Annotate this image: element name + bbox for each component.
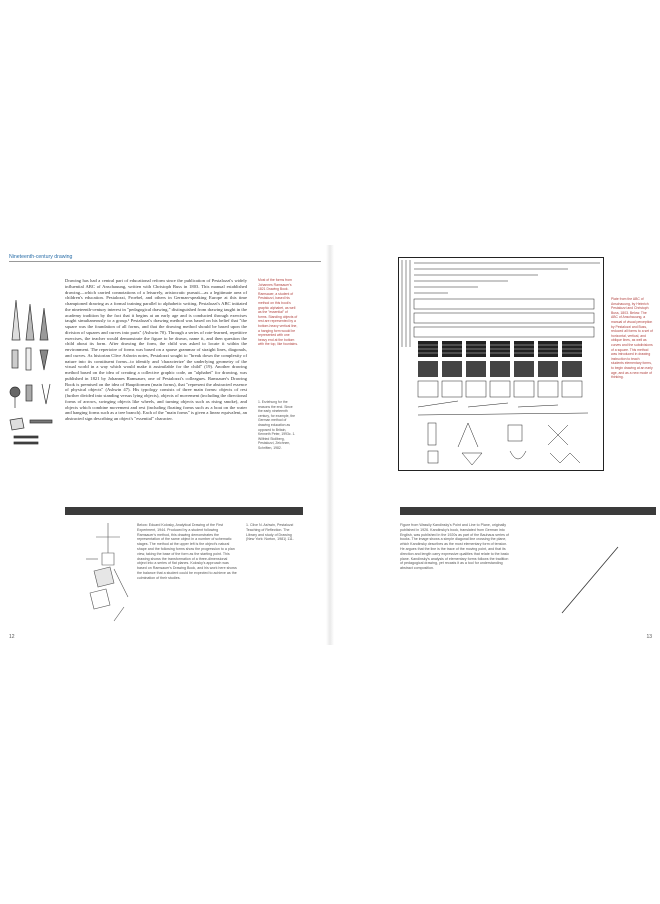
ramsauer-forms-figure (6, 300, 58, 450)
book-spread (0, 245, 660, 645)
plate-side-note: Plate from the ABC of Anschauung, by Heinrich Pestalozzi and Christoph Buss, 1803. Below: The ABC of Anschauung, a manual of visual perception by Pestalozzi and Buss, reduced all forms to a set of horizontal, vertical, and oblique lines, as well as curves and the subdivisions of a square. This method was introduced in drawing instruction to teach students elementary forms, to begin drawing at an early age, and as a new mode of thinking. (611, 297, 653, 380)
header-rule (9, 261, 321, 262)
section-header: Nineteenth-century drawing (9, 254, 73, 260)
figure-caption: Figure from Wassily Kandinsky's Point and Line to Plane, originally published in 1926. Kandinsky's book, translated from German into English, was published in the 1920s as part of the Bauhaus series of books. The image shows a simple diagonal line crossing the plane, which Kandinsky describes as the most elementary form of tension. He argues that the line is the trace of the moving point, and that its direction and length carry expressive qualities that relate to the basic plane. Kandinsky's analysis of elementary forms follows the tradition of pedagogical drawing, yet recasts it as a tool for understanding abstract composition. (400, 523, 510, 571)
abc-anschauung-plate (398, 257, 604, 471)
book-gutter (326, 245, 334, 645)
divider-bar (65, 507, 303, 515)
footnote: 1. Erziehung for the reasons the end. Since the early nineteenth century, for example, the German method of drawing education as opposed to Britain, Kenneth Peter, 1993c. 1. Wilfried Stollberg, Pestalozzi, Zeichnen, Schriften, 1982. (258, 400, 296, 450)
body-text: Drawing has had a central part of educational reform since the publication of Pestalozzi's widely influential ABC of Anschauung, written with Christoph Buss in 1803. This manual established drawing—which carried connotations of a leisurely, aristocratic pursuit—as a legitimate area of children's education. Pestalozzi, Froebel, and others in German-speaking Europe at this time championed drawing as a formal training parallel to alphabetic writing. Pestalozzi's ABC initiated the nineteenth-century interest in "pedagogical drawing," distinguished from drawing taught in the academy tradition by the fact that it begins at an early age and is conducted through exercises taught simultaneously to a group.¹ Pestalozzi's drawing method was based on his belief that "the square was the foundation of all forms, and that the drawing method should be based upon the division of squares and curves into parts" (Ashwin 70). Through a series of rote-learned, repetitive exercises, the teacher would demonstrate the figure to be drawn, name it, and then question the child about its form. After drawing the form, the child was asked to locate it within the environment. The repertoire of forms was based on a sparse grammar of straight lines, diagonals, and curves. As historian Clive Ashwin notes, Pestalozzi sought to "break down the complexity of nature into its constituent forms...to identify and 'characterize' the underlying geometry of the visual world in a way which would make it assimilable for the child" (19). Another drawing method based on the idea of creating a collective graphic code, an "alphabet" for drawing, was published in 1821 by Johannes Ramsauer, one of Pestalozzi's colleagues. Ramsauer's Drawing Book is premised on the idea of Hauptformen (main forms), that "represent the abstracted essence of physical objects" (Ashwin 47). His typology consists of three main forms: objects of rest (further divided into standing versus lying objects), objects of movement (including the directional forms of arrows, swinging objects like wheels, and turning objects such as rising smoke), and objects which combine movement and rest (including floating forms such as a boat on the water and hanging forms such as a tree branch). Each of the "main forms" is given a linear equivalent, an abstracted sign describing an object's "essential" character. (65, 278, 247, 421)
figure-caption: Below: Eduard Kolosky, Analytical Drawing of the First Experiment, 1944. Produced by a student following Ramsauer's method, this drawing demonstrates the representation of the same object in a number of schematic stages. The method at the upper left is the object's natural shape and the following forms show the progression to a plan view, taking the base of the form as the starting point. This drawing shows the transformation of a three-dimensional object into a series of flat planes. Kolosky's approach was based on Ramsauer's Drawing Book, and his work here shows the balance that a student could be expected to achieve as the culmination of their studies. (137, 523, 237, 580)
left-page (0, 245, 330, 645)
divider-bar-right (400, 507, 656, 515)
side-note: Most of the forms from Johannes Ramsauer's 1821 Drawing Book. Ramsauer, a student of Pestalozzi, based his method on this book's graphic alphabet, as well as the "essential" of forms. Standing objects of rest are represented by a bottom-heavy vertical line, a hanging form would be represented with one heavy end at the bottom with the top, like fountains. (258, 278, 298, 347)
kolosky-drawing-figure (84, 523, 132, 623)
right-page (330, 245, 660, 645)
page-number: 13 (646, 634, 652, 640)
kandinsky-line-figure (560, 545, 620, 615)
caption-footnote: 1. Clive N. Ashwin, Pestalozzi Teaching of Reflection. The Library and study of Drawing (New York: Norton, 1981) 111. (246, 523, 294, 542)
page-number: 12 (9, 634, 15, 640)
